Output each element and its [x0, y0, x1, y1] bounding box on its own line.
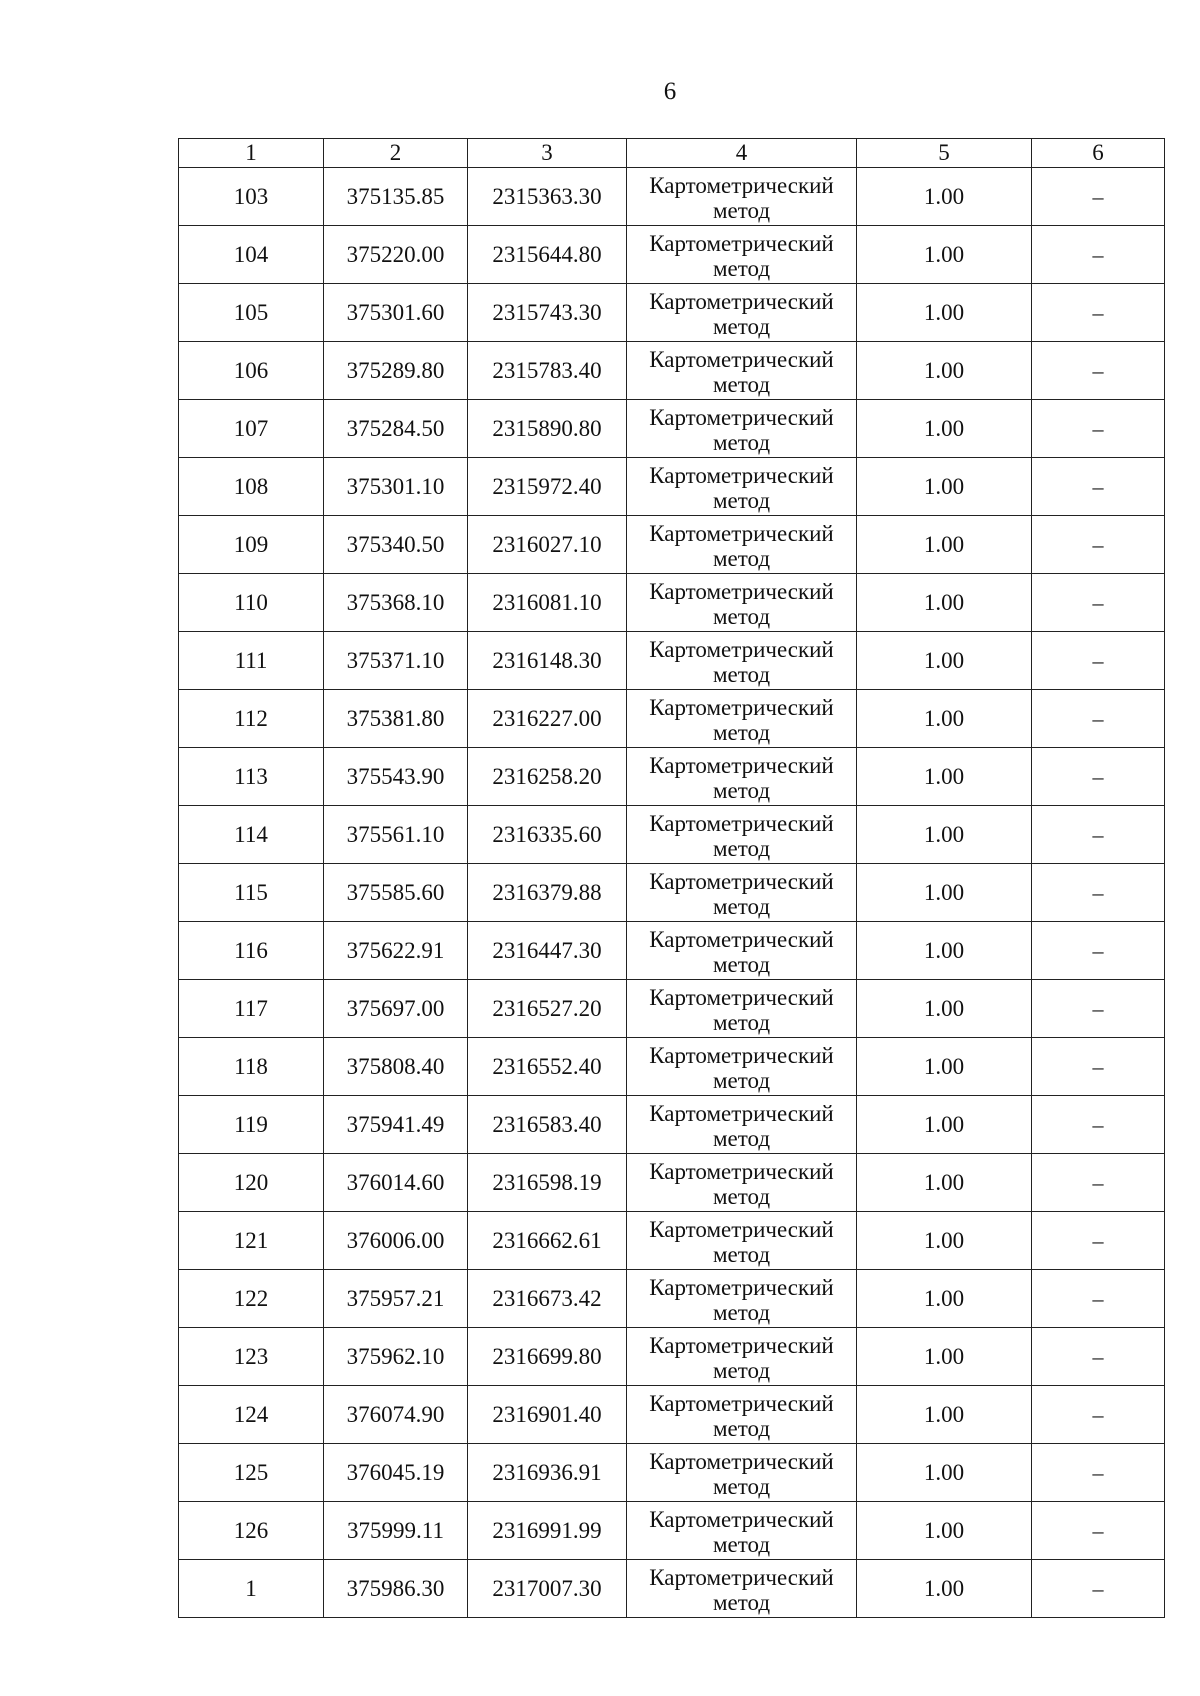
x-coordinate-cell: 375340.50	[324, 516, 468, 574]
x-coordinate-cell: 376014.60	[324, 1154, 468, 1212]
method-cell	[627, 748, 857, 806]
method-line-2: метод	[712, 1241, 771, 1267]
x-coordinate-cell: 375999.11	[324, 1502, 468, 1560]
header-col-6: 6	[1032, 139, 1165, 168]
x-coordinate-cell: 375371.10	[324, 632, 468, 690]
accuracy-cell: 1.00	[857, 1328, 1032, 1386]
note-cell: –	[1032, 284, 1165, 342]
x-coordinate-cell: 375368.10	[324, 574, 468, 632]
note-cell: –	[1032, 1502, 1165, 1560]
accuracy-cell: 1.00	[857, 806, 1032, 864]
accuracy-cell: 1.00	[857, 1154, 1032, 1212]
x-coordinate-cell: 376006.00	[324, 1212, 468, 1270]
accuracy-cell: 1.00	[857, 342, 1032, 400]
method-cell	[627, 1270, 857, 1328]
method-line-1: Картометрический	[649, 1390, 834, 1416]
accuracy-cell: 1.00	[857, 1096, 1032, 1154]
x-coordinate-cell: 375986.30	[324, 1560, 468, 1618]
y-coordinate-cell: 2316901.40	[468, 1386, 627, 1444]
y-coordinate-cell: 2317007.30	[468, 1560, 627, 1618]
method-cell	[627, 1386, 857, 1444]
accuracy-cell: 1.00	[857, 1502, 1032, 1560]
table-row	[179, 632, 1165, 690]
accuracy-cell: 1.00	[857, 690, 1032, 748]
method-line-2: метод	[712, 1357, 771, 1383]
table-row	[179, 574, 1165, 632]
accuracy-cell: 1.00	[857, 400, 1032, 458]
method-line-1: Картометрический	[649, 1448, 834, 1474]
method-cell	[627, 864, 857, 922]
point-number-cell: 108	[179, 458, 324, 516]
point-number-cell: 109	[179, 516, 324, 574]
point-number-cell: 111	[179, 632, 324, 690]
point-number-cell: 122	[179, 1270, 324, 1328]
point-number-cell: 104	[179, 226, 324, 284]
accuracy-cell: 1.00	[857, 632, 1032, 690]
table-row	[179, 1444, 1165, 1502]
table-row	[179, 806, 1165, 864]
note-cell: –	[1032, 342, 1165, 400]
note-cell: –	[1032, 632, 1165, 690]
y-coordinate-cell: 2315743.30	[468, 284, 627, 342]
y-coordinate-cell: 2316991.99	[468, 1502, 627, 1560]
method-line-2: метод	[712, 197, 771, 223]
x-coordinate-cell: 375585.60	[324, 864, 468, 922]
method-cell	[627, 400, 857, 458]
method-cell	[627, 226, 857, 284]
method-line-2: метод	[712, 603, 771, 629]
point-number-cell: 112	[179, 690, 324, 748]
method-line-2: метод	[712, 893, 771, 919]
method-line-2: метод	[712, 371, 771, 397]
y-coordinate-cell: 2316598.19	[468, 1154, 627, 1212]
x-coordinate-cell: 375808.40	[324, 1038, 468, 1096]
method-cell	[627, 1154, 857, 1212]
method-line-1: Картометрический	[649, 1100, 834, 1126]
y-coordinate-cell: 2316673.42	[468, 1270, 627, 1328]
method-cell	[627, 574, 857, 632]
y-coordinate-cell: 2316227.00	[468, 690, 627, 748]
y-coordinate-cell: 2316527.20	[468, 980, 627, 1038]
y-coordinate-cell: 2316258.20	[468, 748, 627, 806]
header-col-4: 4	[627, 139, 857, 168]
table-row	[179, 458, 1165, 516]
note-cell: –	[1032, 1212, 1165, 1270]
x-coordinate-cell: 375543.90	[324, 748, 468, 806]
y-coordinate-cell: 2316936.91	[468, 1444, 627, 1502]
method-cell	[627, 632, 857, 690]
method-cell	[627, 1328, 857, 1386]
method-cell	[627, 690, 857, 748]
note-cell: –	[1032, 458, 1165, 516]
point-number-cell: 126	[179, 1502, 324, 1560]
method-line-1: Картометрический	[649, 926, 834, 952]
y-coordinate-cell: 2315363.30	[468, 168, 627, 226]
method-line-2: метод	[712, 1183, 771, 1209]
point-number-cell: 1	[179, 1560, 324, 1618]
method-line-1: Картометрический	[649, 1042, 834, 1068]
method-line-1: Картометрический	[649, 1332, 834, 1358]
method-line-1: Картометрический	[649, 752, 834, 778]
note-cell: –	[1032, 516, 1165, 574]
y-coordinate-cell: 2316379.88	[468, 864, 627, 922]
note-cell: –	[1032, 226, 1165, 284]
table-row	[179, 864, 1165, 922]
table-row	[179, 226, 1165, 284]
point-number-cell: 119	[179, 1096, 324, 1154]
note-cell: –	[1032, 806, 1165, 864]
accuracy-cell: 1.00	[857, 458, 1032, 516]
note-cell: –	[1032, 400, 1165, 458]
table-row	[179, 748, 1165, 806]
accuracy-cell: 1.00	[857, 1386, 1032, 1444]
table-row	[179, 168, 1165, 226]
page-number: 6	[663, 78, 677, 105]
y-coordinate-cell: 2316081.10	[468, 574, 627, 632]
note-cell: –	[1032, 1154, 1165, 1212]
method-cell	[627, 458, 857, 516]
note-cell: –	[1032, 168, 1165, 226]
method-cell	[627, 1444, 857, 1502]
note-cell: –	[1032, 574, 1165, 632]
method-line-1: Картометрический	[649, 1274, 834, 1300]
note-cell: –	[1032, 1386, 1165, 1444]
note-cell: –	[1032, 1560, 1165, 1618]
method-line-2: метод	[712, 255, 771, 281]
method-line-2: метод	[712, 951, 771, 977]
method-line-1: Картометрический	[649, 172, 834, 198]
method-cell	[627, 922, 857, 980]
header-row	[179, 139, 1165, 168]
accuracy-cell: 1.00	[857, 574, 1032, 632]
table-row	[179, 690, 1165, 748]
method-line-2: метод	[712, 487, 771, 513]
header-col-3: 3	[468, 139, 627, 168]
method-line-2: метод	[712, 835, 771, 861]
accuracy-cell: 1.00	[857, 1212, 1032, 1270]
y-coordinate-cell: 2316699.80	[468, 1328, 627, 1386]
method-line-1: Картометрический	[649, 810, 834, 836]
table-row	[179, 1038, 1165, 1096]
header-col-1: 1	[179, 139, 324, 168]
x-coordinate-cell: 375135.85	[324, 168, 468, 226]
method-line-1: Картометрический	[649, 984, 834, 1010]
method-cell	[627, 806, 857, 864]
table-row	[179, 1154, 1165, 1212]
x-coordinate-cell: 375941.49	[324, 1096, 468, 1154]
method-cell	[627, 1038, 857, 1096]
method-line-1: Картометрический	[649, 694, 834, 720]
method-line-2: метод	[712, 1531, 771, 1557]
y-coordinate-cell: 2316583.40	[468, 1096, 627, 1154]
point-number-cell: 106	[179, 342, 324, 400]
method-cell	[627, 1502, 857, 1560]
y-coordinate-cell: 2315644.80	[468, 226, 627, 284]
table-row	[179, 400, 1165, 458]
note-cell: –	[1032, 1444, 1165, 1502]
point-number-cell: 124	[179, 1386, 324, 1444]
point-number-cell: 103	[179, 168, 324, 226]
method-line-1: Картометрический	[649, 230, 834, 256]
point-number-cell: 118	[179, 1038, 324, 1096]
method-line-1: Картометрический	[649, 1216, 834, 1242]
accuracy-cell: 1.00	[857, 1038, 1032, 1096]
y-coordinate-cell: 2316552.40	[468, 1038, 627, 1096]
method-line-2: метод	[712, 1299, 771, 1325]
accuracy-cell: 1.00	[857, 226, 1032, 284]
accuracy-cell: 1.00	[857, 1560, 1032, 1618]
point-number-cell: 115	[179, 864, 324, 922]
method-line-1: Картометрический	[649, 288, 834, 314]
y-coordinate-cell: 2316335.60	[468, 806, 627, 864]
x-coordinate-cell: 375289.80	[324, 342, 468, 400]
method-line-2: метод	[712, 1589, 771, 1615]
x-coordinate-cell: 375622.91	[324, 922, 468, 980]
accuracy-cell: 1.00	[857, 1444, 1032, 1502]
accuracy-cell: 1.00	[857, 748, 1032, 806]
table-header	[179, 139, 1165, 168]
note-cell: –	[1032, 1096, 1165, 1154]
y-coordinate-cell: 2316027.10	[468, 516, 627, 574]
method-line-1: Картометрический	[649, 404, 834, 430]
method-line-1: Картометрический	[649, 578, 834, 604]
table-row	[179, 1386, 1165, 1444]
note-cell: –	[1032, 864, 1165, 922]
point-number-cell: 117	[179, 980, 324, 1038]
note-cell: –	[1032, 1328, 1165, 1386]
point-number-cell: 110	[179, 574, 324, 632]
method-cell	[627, 516, 857, 574]
y-coordinate-cell: 2316447.30	[468, 922, 627, 980]
table-row	[179, 922, 1165, 980]
method-cell	[627, 980, 857, 1038]
method-line-1: Картометрический	[649, 636, 834, 662]
table-row	[179, 1270, 1165, 1328]
y-coordinate-cell: 2315972.40	[468, 458, 627, 516]
y-coordinate-cell: 2315783.40	[468, 342, 627, 400]
table-body	[179, 168, 1165, 1618]
method-line-1: Картометрический	[649, 1158, 834, 1184]
method-line-2: метод	[712, 719, 771, 745]
table-row	[179, 342, 1165, 400]
method-cell	[627, 284, 857, 342]
accuracy-cell: 1.00	[857, 980, 1032, 1038]
method-line-2: метод	[712, 1125, 771, 1151]
table-row	[179, 1502, 1165, 1560]
accuracy-cell: 1.00	[857, 284, 1032, 342]
table-row	[179, 1328, 1165, 1386]
header-col-2: 2	[324, 139, 468, 168]
point-number-cell: 107	[179, 400, 324, 458]
table-row	[179, 1560, 1165, 1618]
table-row	[179, 1096, 1165, 1154]
x-coordinate-cell: 376074.90	[324, 1386, 468, 1444]
point-number-cell: 125	[179, 1444, 324, 1502]
accuracy-cell: 1.00	[857, 516, 1032, 574]
table-row	[179, 284, 1165, 342]
x-coordinate-cell: 376045.19	[324, 1444, 468, 1502]
method-line-1: Картометрический	[649, 1506, 834, 1532]
x-coordinate-cell: 375697.00	[324, 980, 468, 1038]
method-line-1: Картометрический	[649, 1564, 834, 1590]
method-line-1: Картометрический	[649, 462, 834, 488]
method-line-1: Картометрический	[649, 520, 834, 546]
method-line-2: метод	[712, 313, 771, 339]
method-line-2: метод	[712, 1415, 771, 1441]
method-line-2: метод	[712, 661, 771, 687]
y-coordinate-cell: 2315890.80	[468, 400, 627, 458]
point-number-cell: 113	[179, 748, 324, 806]
method-line-2: метод	[712, 429, 771, 455]
table-row	[179, 1212, 1165, 1270]
y-coordinate-cell: 2316662.61	[468, 1212, 627, 1270]
method-line-2: метод	[712, 1009, 771, 1035]
note-cell: –	[1032, 748, 1165, 806]
method-cell	[627, 1096, 857, 1154]
method-line-2: метод	[712, 1473, 771, 1499]
point-number-cell: 116	[179, 922, 324, 980]
x-coordinate-cell: 375301.60	[324, 284, 468, 342]
point-number-cell: 123	[179, 1328, 324, 1386]
point-number-cell: 120	[179, 1154, 324, 1212]
x-coordinate-cell: 375301.10	[324, 458, 468, 516]
x-coordinate-cell: 375561.10	[324, 806, 468, 864]
y-coordinate-cell: 2316148.30	[468, 632, 627, 690]
x-coordinate-cell: 375957.21	[324, 1270, 468, 1328]
table-row	[179, 980, 1165, 1038]
method-cell	[627, 342, 857, 400]
accuracy-cell: 1.00	[857, 168, 1032, 226]
method-line-1: Картометрический	[649, 868, 834, 894]
accuracy-cell: 1.00	[857, 864, 1032, 922]
method-cell	[627, 1560, 857, 1618]
accuracy-cell: 1.00	[857, 1270, 1032, 1328]
table-row	[179, 516, 1165, 574]
point-number-cell: 114	[179, 806, 324, 864]
note-cell: –	[1032, 980, 1165, 1038]
note-cell: –	[1032, 922, 1165, 980]
coordinates-table	[178, 138, 1165, 1618]
header-col-5: 5	[857, 139, 1032, 168]
point-number-cell: 121	[179, 1212, 324, 1270]
x-coordinate-cell: 375962.10	[324, 1328, 468, 1386]
x-coordinate-cell: 375220.00	[324, 226, 468, 284]
method-line-2: метод	[712, 545, 771, 571]
method-cell	[627, 168, 857, 226]
method-cell	[627, 1212, 857, 1270]
accuracy-cell: 1.00	[857, 922, 1032, 980]
method-line-2: метод	[712, 1067, 771, 1093]
method-line-1: Картометрический	[649, 346, 834, 372]
x-coordinate-cell: 375381.80	[324, 690, 468, 748]
note-cell: –	[1032, 690, 1165, 748]
note-cell: –	[1032, 1038, 1165, 1096]
note-cell: –	[1032, 1270, 1165, 1328]
point-number-cell: 105	[179, 284, 324, 342]
x-coordinate-cell: 375284.50	[324, 400, 468, 458]
method-line-2: метод	[712, 777, 771, 803]
